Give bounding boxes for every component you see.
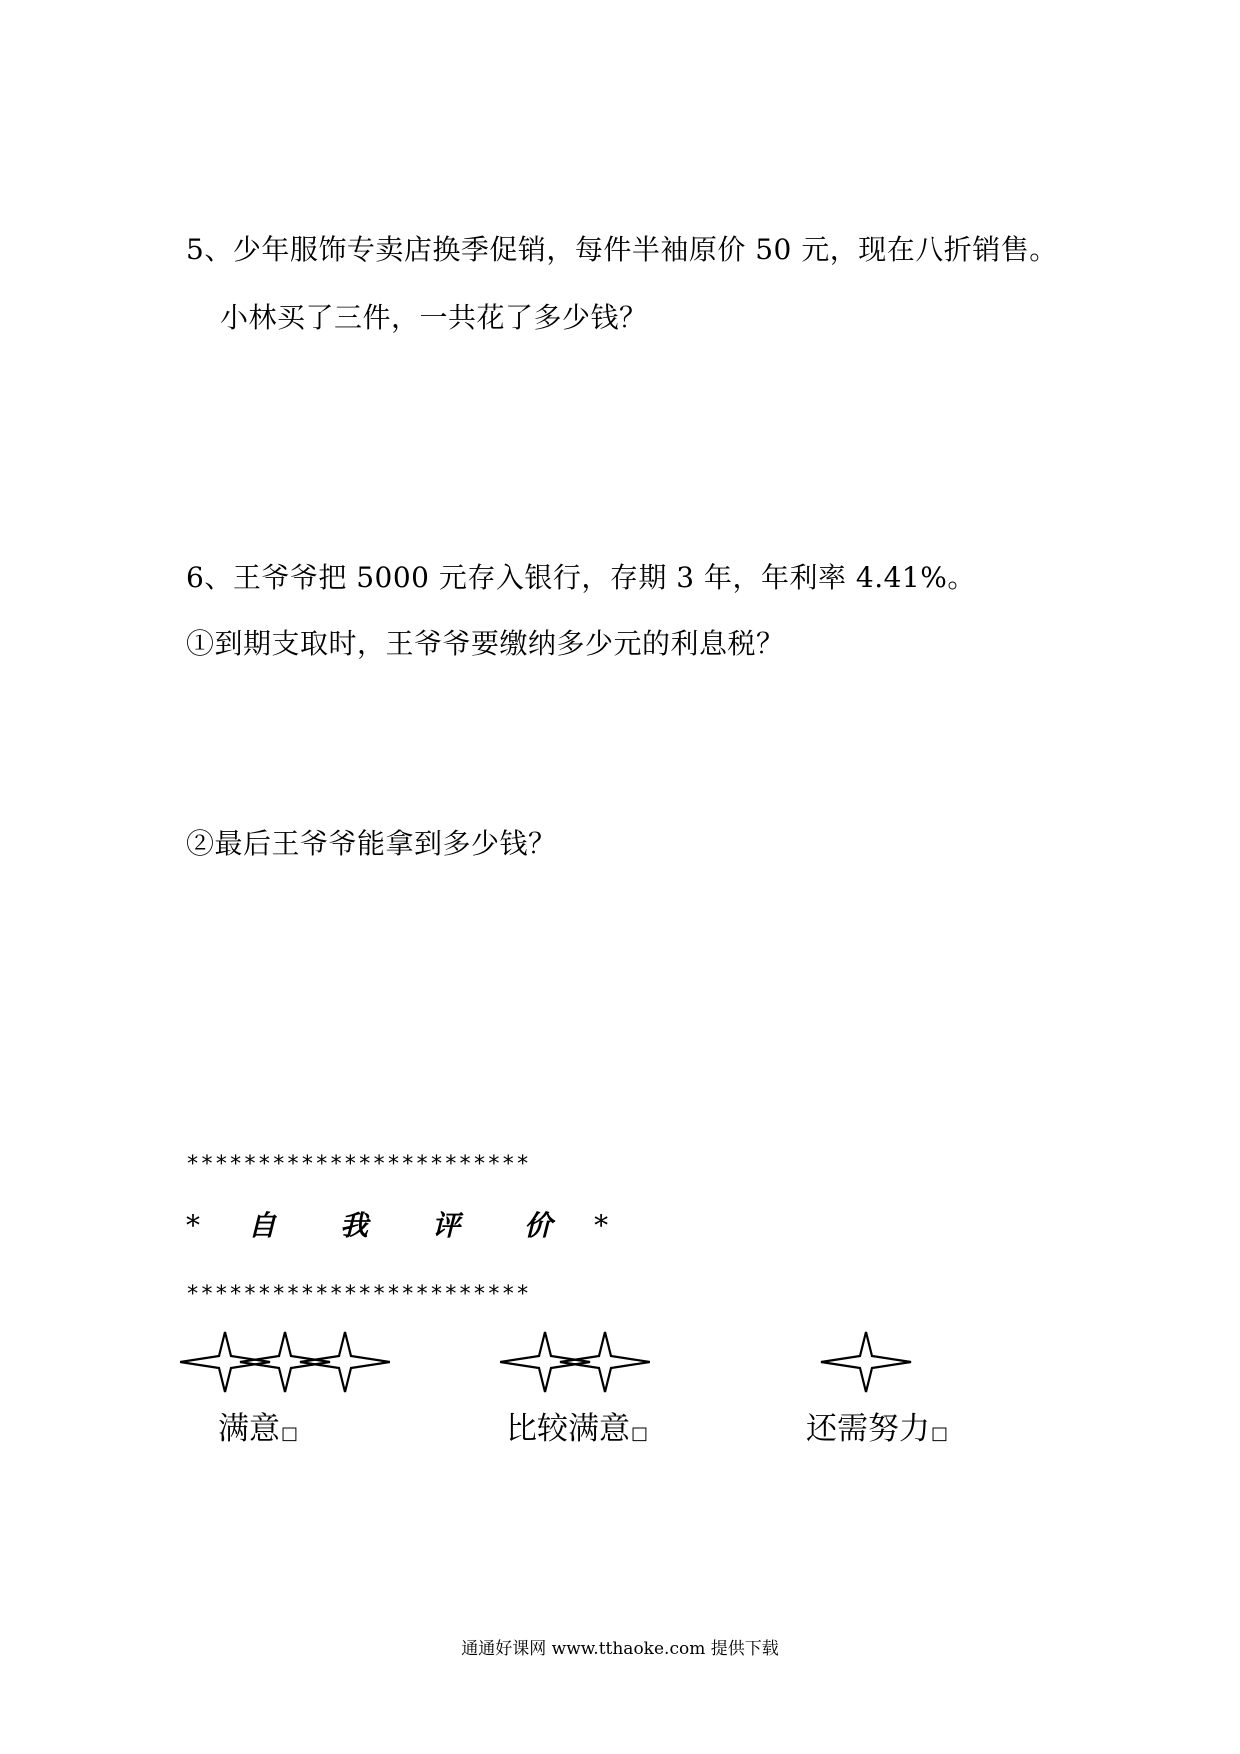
four-point-star-icon	[240, 1332, 330, 1392]
title-edge-star-right: *	[594, 1209, 609, 1242]
self-eval-border-top: ************************	[186, 1152, 531, 1177]
checkbox-icon[interactable]: □	[631, 1423, 649, 1444]
rating-option-fairly-satisfied[interactable]	[506, 1410, 648, 1453]
four-point-star-icon-group	[820, 1330, 912, 1394]
question-5-text-continued: 小林买了三件，一共花了多少钱？	[220, 301, 648, 334]
self-eval-border-bottom: ************************	[186, 1282, 531, 1307]
question-6-text: 6、王爷爷把 5000 元存入银行，存期 3 年，年利率 4.41%。	[186, 561, 976, 594]
rating-label-text: 还需努力	[806, 1411, 930, 1447]
four-point-star-icon	[821, 1332, 911, 1392]
four-point-star-icon-group	[180, 1330, 390, 1394]
four-point-star-icon-group	[500, 1330, 650, 1394]
self-eval-title	[186, 1208, 608, 1244]
checkbox-icon[interactable]: □	[281, 1423, 299, 1444]
question-6-part-2: ②最后王爷爷能拿到多少钱？	[186, 827, 557, 860]
page-footer: 通通好课网 www.tthaoke.com 提供下载	[461, 1639, 779, 1659]
four-point-star-icon	[560, 1332, 650, 1392]
title-char-3: 评	[432, 1209, 461, 1242]
title-char-2: 我	[340, 1209, 369, 1242]
rating-stars-three	[180, 1330, 390, 1394]
rating-label-text: 满意	[218, 1411, 280, 1447]
rating-option-needs-effort[interactable]	[806, 1410, 948, 1453]
title-char-4: 价	[524, 1209, 553, 1242]
four-point-star-icon	[180, 1332, 270, 1392]
question-6-part-1: ①到期支取时，王爷爷要缴纳多少元的利息税？	[186, 627, 785, 660]
four-point-star-icon	[500, 1332, 590, 1392]
title-edge-star-left: *	[186, 1209, 200, 1242]
rating-option-satisfied[interactable]	[218, 1410, 298, 1453]
question-5-text: 5、少年服饰专卖店换季促销，每件半袖原价 50 元，现在八折销售。	[186, 233, 1058, 266]
four-point-star-icon	[300, 1332, 390, 1392]
checkbox-icon[interactable]: □	[931, 1423, 949, 1444]
rating-stars-two	[500, 1330, 650, 1394]
rating-label-text: 比较满意	[506, 1411, 630, 1447]
rating-stars-one	[820, 1330, 912, 1394]
title-char-1: 自	[248, 1209, 277, 1242]
